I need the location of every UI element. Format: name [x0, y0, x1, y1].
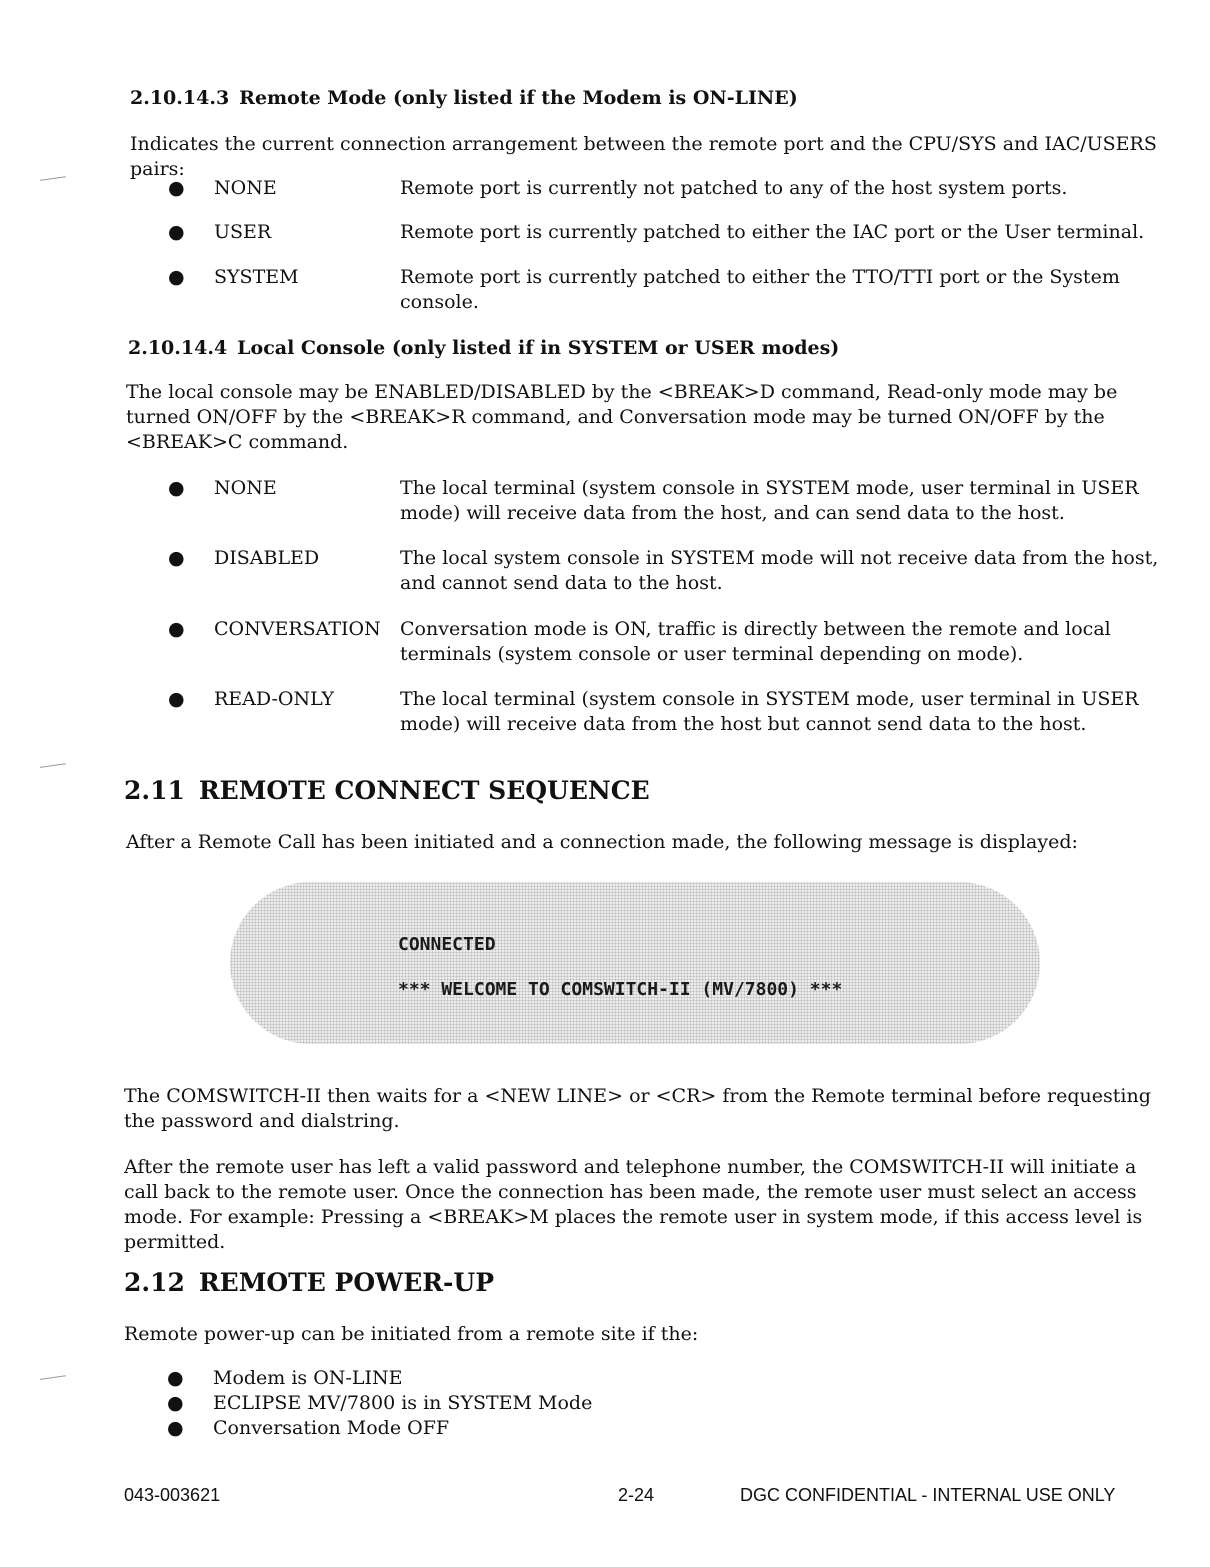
list-desc: Conversation mode is ON, traffic is directly between the remote and local terminals (system console or user terminal depending on mode).: [400, 618, 1111, 665]
bullet-icon: ●: [167, 1367, 184, 1389]
margin-mark: [40, 1375, 66, 1382]
bullet-icon: ●: [168, 221, 185, 243]
list-term: USER: [214, 221, 272, 243]
section-number: 2.10.14.4: [128, 337, 228, 359]
section-heading-local-console: [128, 336, 839, 360]
list-term: NONE: [214, 477, 277, 499]
section-number: 2.12: [124, 1268, 185, 1297]
footer-confidential: DGC CONFIDENTIAL - INTERNAL USE ONLY: [740, 1485, 1116, 1505]
list-desc: Remote port is currently patched to either the TTO/TTI port or the System console.: [400, 266, 1120, 313]
section-heading-remote-connect: [124, 776, 650, 806]
bullet-icon: ●: [168, 477, 185, 499]
section-intro: The local console may be ENABLED/DISABLED by the <BREAK>D command, Read-only mode may be turned ON/OFF by the <BREAK>R command, and Conversation mode may be turned ON/OFF by the <BREAK>C command.: [126, 381, 1118, 453]
terminal-line-welcome: *** WELCOME TO COMSWITCH-II (MV/7800) ***: [398, 979, 843, 1000]
margin-mark: [40, 763, 66, 770]
footer-page-number: 2-24: [618, 1485, 655, 1505]
terminal-line-connected: CONNECTED: [398, 934, 496, 955]
list-text: ECLIPSE MV/7800 is in SYSTEM Mode: [213, 1392, 593, 1414]
section-intro: After a Remote Call has been initiated and a connection made, the following message is displayed:: [126, 831, 1078, 853]
list-text: Conversation Mode OFF: [213, 1417, 450, 1439]
bullet-icon: ●: [168, 266, 185, 288]
list-term: READ-ONLY: [214, 688, 335, 710]
list-desc: The local terminal (system console in SYSTEM mode, user terminal in USER mode) will receive data from the host, and can send data to the host.: [400, 477, 1139, 524]
section-title: REMOTE CONNECT SEQUENCE: [198, 776, 650, 805]
list-desc: The local system console in SYSTEM mode will not receive data from the host, and cannot send data to the host.: [400, 547, 1159, 594]
section-title: Remote Mode (only listed if the Modem is ON-LINE): [239, 87, 798, 109]
list-text: Modem is ON-LINE: [213, 1367, 403, 1389]
footer-doc-number: 043-003621: [124, 1485, 221, 1505]
paragraph: The COMSWITCH-II then waits for a <NEW LINE> or <CR> from the Remote terminal before requesting the password and dialstring.: [124, 1085, 1151, 1132]
paragraph: After the remote user has left a valid password and telephone number, the COMSWITCH-II will initiate a call back to the remote user. Once the connection has been made, the remote user must select an access mode. For example: Pressing a <BREAK>M places the remote user in system mode, if this access level is permitted.: [124, 1156, 1143, 1253]
list-term: NONE: [214, 177, 277, 199]
terminal-message-display: [230, 882, 1040, 1044]
list-term: SYSTEM: [214, 266, 299, 288]
bullet-icon: ●: [168, 618, 185, 640]
bullet-icon: ●: [168, 688, 185, 710]
section-heading-remote-power-up: [124, 1268, 494, 1298]
section-heading-remote-mode: [130, 86, 798, 110]
section-title: REMOTE POWER-UP: [198, 1268, 494, 1297]
section-title: Local Console (only listed if in SYSTEM or USER modes): [237, 337, 840, 359]
section-number: 2.10.14.3: [130, 87, 230, 109]
bullet-icon: ●: [167, 1417, 184, 1439]
list-term: CONVERSATION: [214, 618, 381, 640]
bullet-icon: ●: [168, 547, 185, 569]
list-desc: Remote port is currently patched to either the IAC port or the User terminal.: [400, 221, 1145, 243]
section-intro: Remote power-up can be initiated from a remote site if the:: [124, 1323, 699, 1345]
section-intro: Indicates the current connection arrangement between the remote port and the CPU/SYS and IAC/USERS pairs:: [130, 133, 1157, 180]
bullet-icon: ●: [167, 1392, 184, 1414]
list-term: DISABLED: [214, 547, 320, 569]
margin-mark: [40, 176, 66, 183]
list-desc: Remote port is currently not patched to any of the host system ports.: [400, 177, 1068, 199]
section-number: 2.11: [124, 776, 185, 805]
bullet-icon: ●: [168, 177, 185, 199]
list-desc: The local terminal (system console in SYSTEM mode, user terminal in USER mode) will receive data from the host but cannot send data to the host.: [400, 688, 1139, 735]
